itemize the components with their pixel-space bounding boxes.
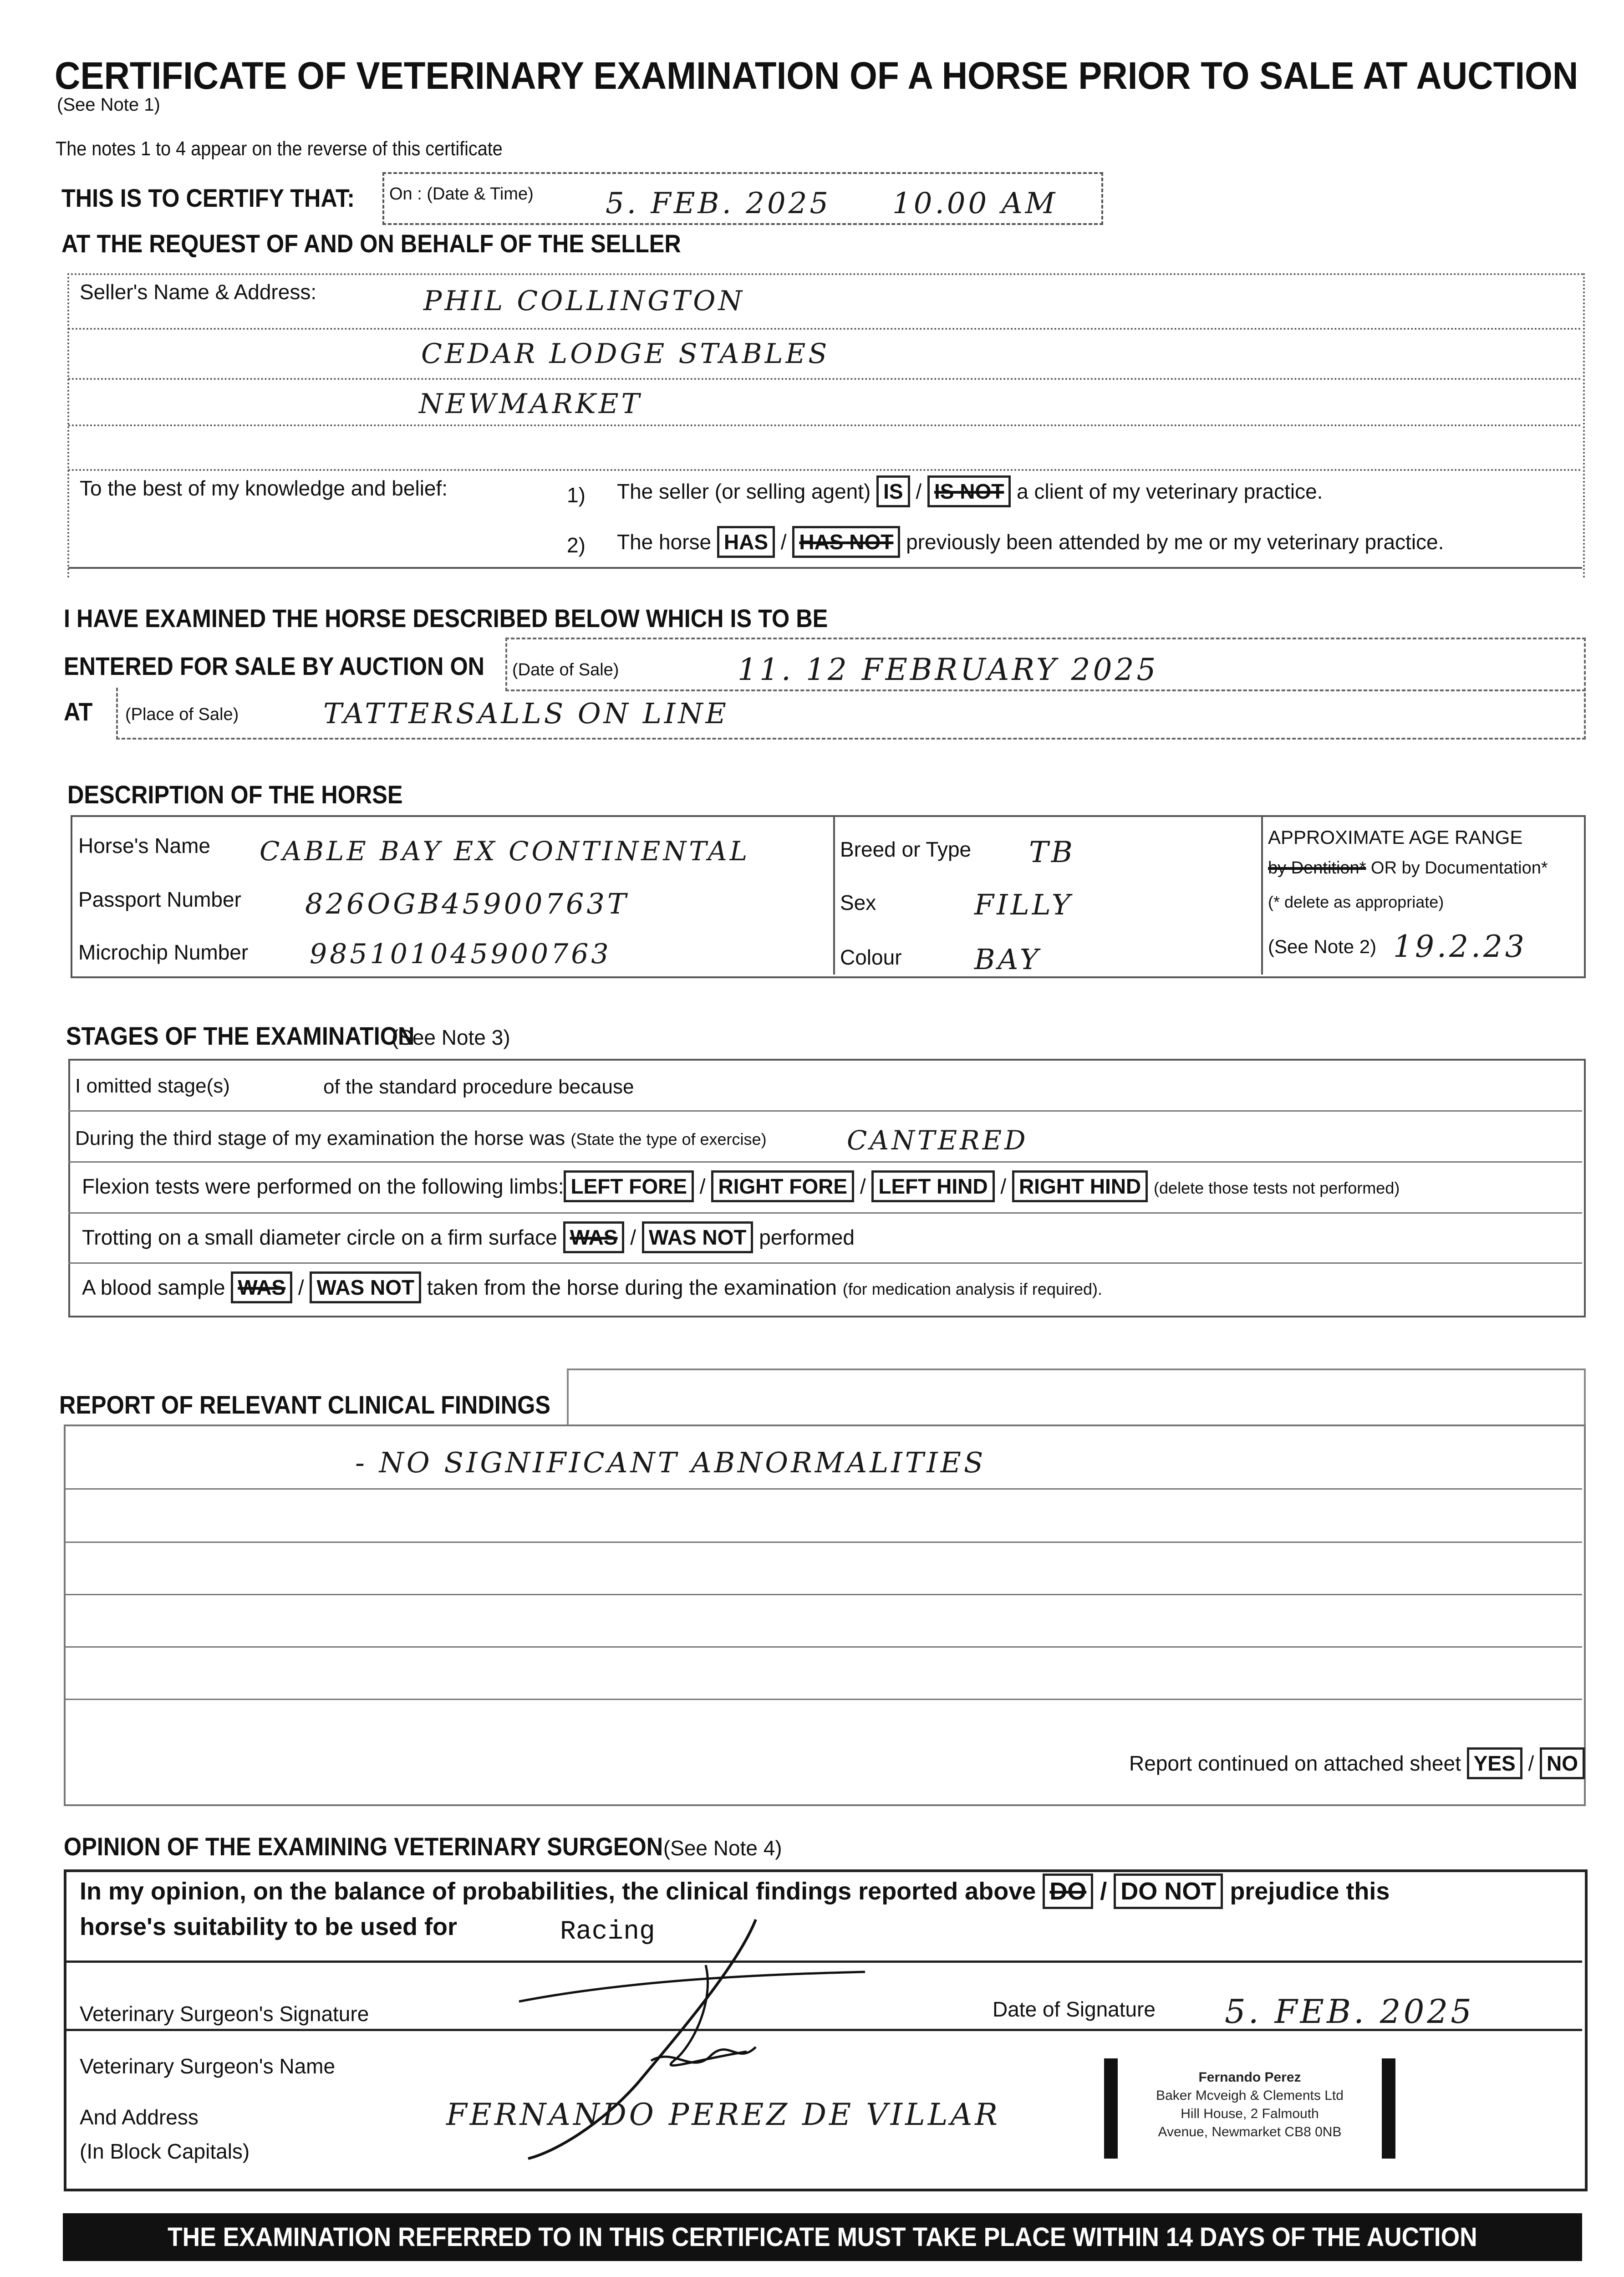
findings-text: - NO SIGNIFICANT ABNORMALITIES — [355, 1446, 986, 1479]
examined-line: I HAVE EXAMINED THE HORSE DESCRIBED BELOW WHICH IS TO BE — [64, 604, 828, 633]
right-fore-option: RIGHT FORE — [711, 1170, 854, 1202]
do-not-option: DO NOT — [1114, 1874, 1223, 1909]
date-of-signature-value: 5. FEB. 2025 — [1225, 1992, 1475, 2031]
continued-no-option: NO — [1540, 1747, 1585, 1779]
description-heading: DESCRIPTION OF THE HORSE — [67, 780, 403, 809]
findings-heading: REPORT OF RELEVANT CLINICAL FINDINGS — [59, 1390, 550, 1419]
sex-label: Sex — [840, 891, 876, 914]
use-value: Racing — [560, 1917, 655, 1947]
trot-was-option: WAS — [563, 1221, 625, 1253]
blood-post: taken from the horse during the examination — [427, 1276, 837, 1299]
exercise-value: CANTERED — [847, 1125, 1028, 1156]
age-delete-note: (* delete as appropriate) — [1268, 893, 1444, 911]
seller-label: Seller's Name & Address: — [80, 280, 317, 304]
report-continued-label: Report continued on attached sheet — [1129, 1751, 1461, 1775]
entered-for-sale-line: ENTERED FOR SALE BY AUCTION ON — [64, 652, 485, 680]
by-documentation-option: OR by Documentation* — [1371, 858, 1548, 878]
on-date-value: 5. FEB. 2025 — [606, 187, 831, 220]
sale-date-value: 11. 12 FEBRUARY 2025 — [738, 652, 1159, 687]
knowledge-label: To the best of my knowledge and belief: — [80, 476, 448, 500]
statement-1-post: a client of my veterinary practice. — [1017, 480, 1323, 503]
do-option: DO — [1043, 1874, 1093, 1909]
statement-1-pre: The seller (or selling agent) — [617, 480, 871, 503]
sex-value: FILLY — [974, 888, 1073, 921]
seller-address-line1: CEDAR LODGE STABLES — [421, 338, 830, 370]
opinion-line1: In my opinion, on the balance of probabilities, the clinical findings reported above DO / DO NOT prejudice this — [80, 1877, 1390, 1905]
stamp-company: Baker Mcveigh & Clements Ltd — [1156, 2088, 1344, 2103]
passport-value: 826OGB45900763T — [305, 887, 629, 920]
continued-yes-option: YES — [1467, 1747, 1522, 1779]
opinion-heading-line — [64, 1832, 782, 1861]
left-hind-option: LEFT HIND — [871, 1170, 994, 1202]
date-of-signature-label: Date of Signature — [993, 1997, 1156, 2021]
seller-name: PHIL COLLINGTON — [423, 285, 745, 317]
stages-see-note-3: (See Note 3) — [391, 1026, 510, 1049]
horse-name-value: CABLE BAY EX CONTINENTAL — [260, 836, 750, 867]
statement-1-number: 1) — [567, 483, 585, 507]
third-stage-text: During the third stage of my examination the horse was — [75, 1127, 565, 1149]
blood-note: (for medication analysis if required). — [842, 1280, 1102, 1298]
microchip-value: 985101045900763 — [310, 938, 611, 970]
by-dentition-option: by Dentition* — [1268, 858, 1366, 878]
age-value: 19.2.23 — [1393, 929, 1527, 964]
footer-banner — [63, 2213, 1582, 2261]
colour-value: BAY — [974, 943, 1041, 976]
third-stage-note: (State the type of exercise) — [570, 1130, 767, 1149]
stamp-address-2: Avenue, Newmarket CB8 0NB — [1158, 2124, 1342, 2139]
microchip-label: Microchip Number — [78, 940, 249, 964]
stamp-name: Fernando Perez — [1198, 2070, 1301, 2085]
at-label: AT — [64, 697, 93, 726]
statement-1: The seller (or selling agent) IS / IS NOT a client of my veterinary practice. — [617, 479, 1323, 504]
stamp-address-1: Hill House, 2 Falmouth — [1181, 2106, 1319, 2121]
opinion-heading: OPINION OF THE EXAMINING VETERINARY SURGEON — [64, 1832, 663, 1861]
see-note-1: (See Note 1) — [57, 95, 160, 115]
blood-was-not-option: WAS NOT — [310, 1271, 421, 1303]
vet-name-label: Veterinary Surgeon's Name — [80, 2054, 336, 2078]
passport-label: Passport Number — [78, 888, 241, 911]
practice-stamp — [1104, 2058, 1395, 2159]
breed-label: Breed or Type — [840, 837, 972, 861]
statement-2-pre: The horse — [617, 530, 712, 554]
statement-2-number: 2) — [567, 533, 585, 557]
trot-post: performed — [759, 1225, 855, 1249]
certify-label: THIS IS TO CERTIFY THAT: — [61, 184, 355, 212]
blood-row: A blood sample WAS / WAS NOT taken from the horse during the examination (for medication analysis if required). — [82, 1275, 1102, 1300]
trot-label: Trotting on a small diameter circle on a firm surface — [82, 1225, 557, 1249]
on-date-time-label: On : (Date & Time) — [389, 184, 534, 204]
breed-value: TB — [1029, 836, 1075, 869]
flexion-label: Flexion tests were performed on the following limbs: — [82, 1174, 564, 1198]
left-fore-option: LEFT FORE — [564, 1170, 694, 1202]
sale-place-label: (Place of Sale) — [125, 705, 239, 724]
stages-heading-line — [66, 1021, 510, 1051]
omitted-reason-label: of the standard procedure because — [323, 1076, 634, 1098]
horse-name-label: Horse's Name — [78, 834, 210, 858]
statement-2: The horse HAS / HAS NOT previously been attended by me or my veterinary practice. — [617, 530, 1444, 554]
findings-box — [64, 1424, 1586, 1806]
trot-row: Trotting on a small diameter circle on a firm surface WAS / WAS NOT performed — [82, 1225, 855, 1250]
vet-name-value: FERNANDO PEREZ DE VILLAR — [446, 2097, 1000, 2132]
sale-date-label: (Date of Sale) — [512, 660, 619, 679]
has-option: HAS — [717, 526, 775, 558]
flexion-note: (delete those tests not performed) — [1154, 1179, 1400, 1197]
is-not-option: IS NOT — [927, 475, 1011, 507]
report-continued: Report continued on attached sheet YES / NO — [1129, 1751, 1585, 1776]
footer-banner-text: THE EXAMINATION REFERRED TO IN THIS CERTIFICATE MUST TAKE PLACE WITHIN 14 DAYS OF THE AUCTION — [168, 2222, 1477, 2252]
age-range-heading: APPROXIMATE AGE RANGE — [1268, 827, 1523, 848]
request-heading: AT THE REQUEST OF AND ON BEHALF OF THE SELLER — [61, 229, 681, 258]
right-hind-option: RIGHT HIND — [1012, 1170, 1148, 1202]
omitted-stages-label: I omitted stage(s) — [75, 1075, 230, 1097]
vet-address-label: And Address — [80, 2105, 199, 2129]
opinion-text-1: In my opinion, on the balance of probabilities, the clinical findings reported above — [80, 1878, 1036, 1905]
block-capitals-label: (In Block Capitals) — [80, 2139, 250, 2163]
flexion-row: Flexion tests were performed on the following limbs: LEFT FORE / RIGHT FORE / LEFT HIND / RIGHT HIND (delete those tests not performed) — [82, 1174, 1400, 1199]
trot-was-not-option: WAS NOT — [642, 1221, 753, 1253]
signature-label: Veterinary Surgeon's Signature — [80, 2002, 369, 2026]
findings-header-box — [567, 1368, 1586, 1426]
opinion-see-note-4: (See Note 4) — [663, 1836, 782, 1860]
sale-place-value: TATTERSALLS ON LINE — [323, 697, 729, 730]
has-not-option: HAS NOT — [792, 526, 900, 558]
statement-2-post: previously been attended by me or my veterinary practice. — [906, 530, 1444, 554]
seller-address-line2: NEWMARKET — [419, 388, 642, 420]
age-basis — [1268, 858, 1548, 878]
third-stage-label — [75, 1127, 767, 1150]
certificate-title: CERTIFICATE OF VETERINARY EXAMINATION OF A HORSE PRIOR TO SALE AT AUCTION — [55, 54, 1578, 97]
is-option: IS — [876, 475, 910, 507]
opinion-text-1-post: prejudice this — [1230, 1878, 1390, 1905]
colour-label: Colour — [840, 945, 902, 969]
blood-label: A blood sample — [82, 1276, 225, 1299]
on-time-value: 10.00 AM — [892, 187, 1058, 220]
opinion-text-2: horse's suitability to be used for — [80, 1913, 457, 1940]
blood-was-option: WAS — [231, 1271, 292, 1303]
stages-heading: STAGES OF THE EXAMINATION — [66, 1021, 415, 1050]
age-see-note-2: (See Note 2) — [1268, 936, 1377, 957]
notes-line: The notes 1 to 4 appear on the reverse of this certificate — [56, 138, 503, 160]
